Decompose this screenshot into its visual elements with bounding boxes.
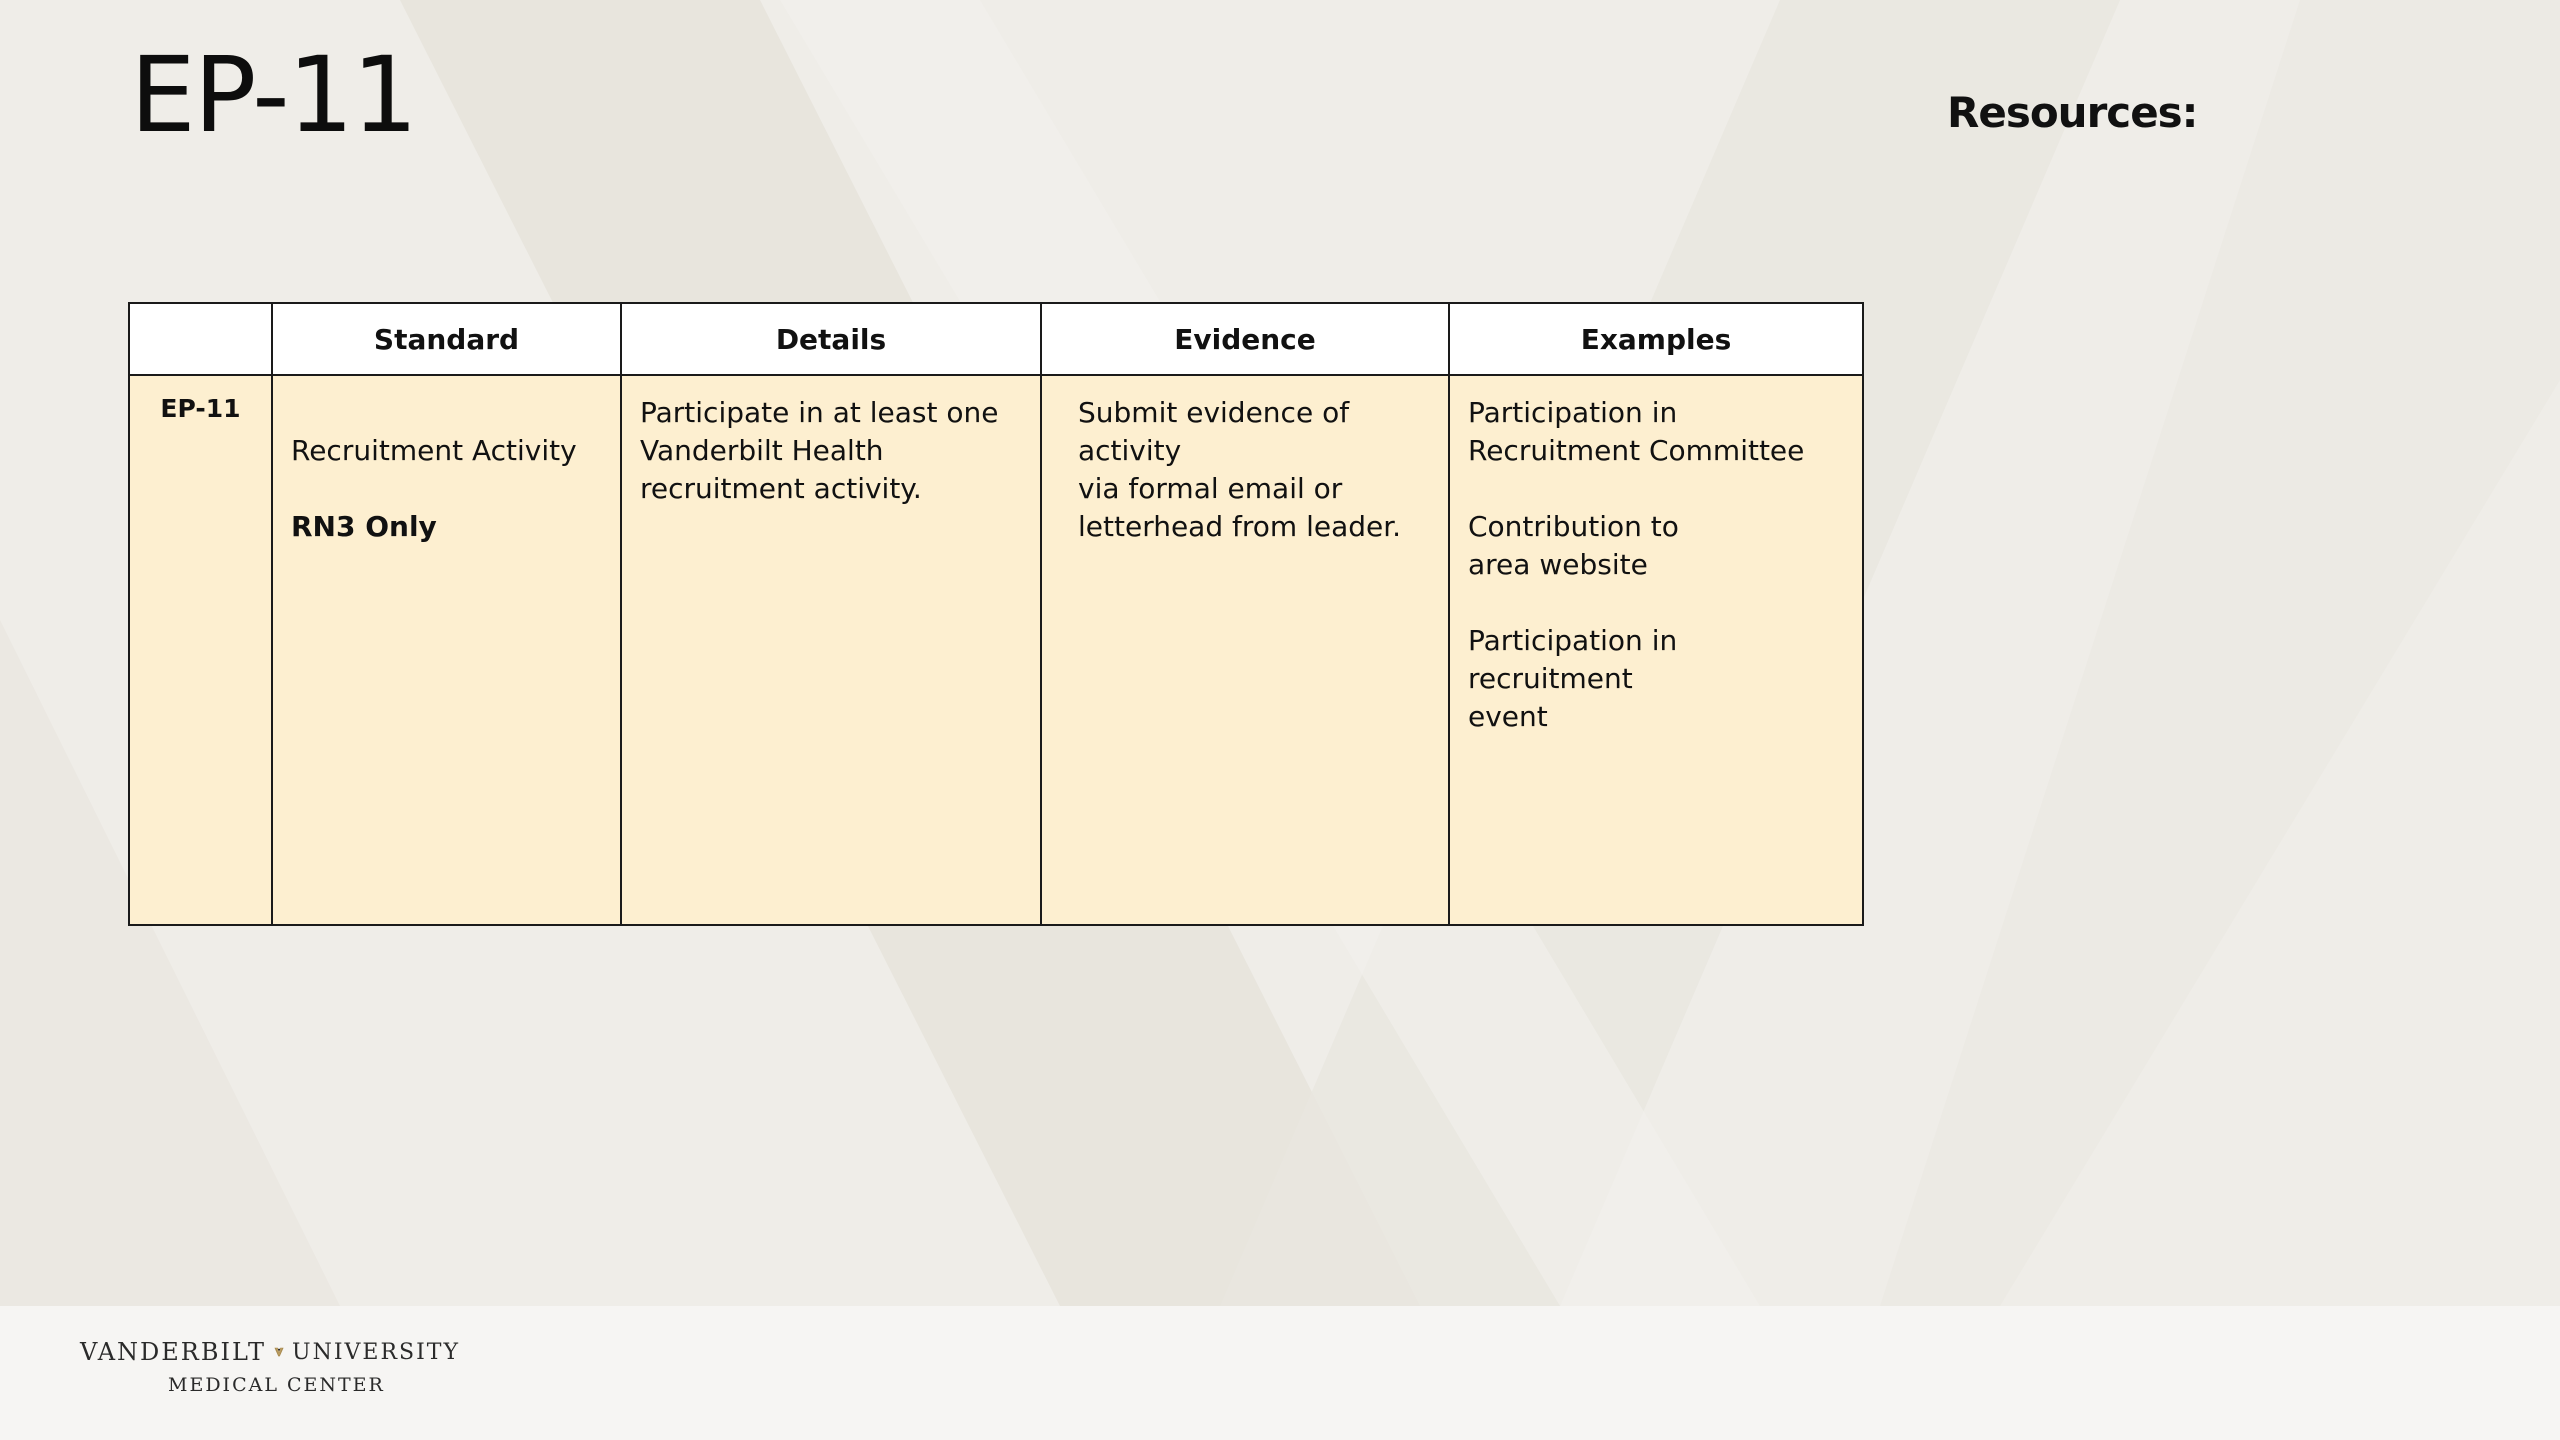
table-row bbox=[129, 375, 1863, 925]
vanderbilt-logo bbox=[80, 1330, 460, 1410]
header-examples: Examples bbox=[1449, 303, 1863, 375]
cell-standard bbox=[272, 375, 621, 925]
resources-label: Resources: bbox=[1947, 88, 2198, 137]
cell-examples: Participation in Recruitment Committee Contribution to area website Participation in recruitment event bbox=[1449, 375, 1863, 925]
logo-text-vanderbilt: VANDERBILT bbox=[80, 1338, 266, 1366]
standard-note: RN3 Only bbox=[291, 510, 437, 543]
logo-top-row bbox=[80, 1330, 460, 1374]
table-header-row bbox=[129, 303, 1863, 375]
slide-title: EP-11 bbox=[130, 34, 417, 156]
header-details: Details bbox=[621, 303, 1041, 375]
logo-text-university: UNIVERSITY bbox=[292, 1339, 460, 1365]
logo-text-medical-center: MEDICAL CENTER bbox=[168, 1374, 385, 1396]
header-code bbox=[129, 303, 272, 375]
table-header bbox=[129, 303, 1863, 375]
standard-text: Recruitment Activity bbox=[291, 434, 577, 467]
header-standard: Standard bbox=[272, 303, 621, 375]
cell-evidence: Submit evidence of activity via formal email or letterhead from leader. bbox=[1041, 375, 1449, 925]
vanderbilt-v-oak-leaf-icon bbox=[274, 1332, 284, 1372]
cell-details: Participate in at least one Vanderbilt Health recruitment activity. bbox=[621, 375, 1041, 925]
header-evidence: Evidence bbox=[1041, 303, 1449, 375]
ep-standards-table bbox=[128, 302, 1864, 926]
cell-code: EP-11 bbox=[129, 375, 272, 925]
